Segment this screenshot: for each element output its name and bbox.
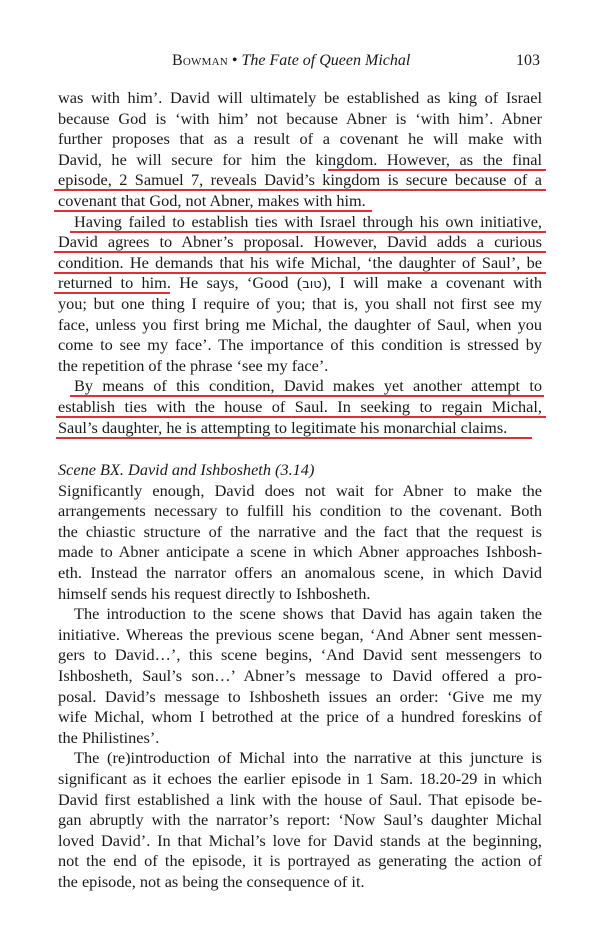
text-line: David first established a link with the house of Saul. That episode be- bbox=[58, 789, 542, 809]
text-line: come to see my face’. The importance of this condition is stressed by bbox=[58, 335, 542, 355]
text-line bbox=[58, 212, 542, 233]
text-line: himself sends his request directly to Ishbosheth. bbox=[58, 583, 371, 603]
text-line: the Philistines’. bbox=[58, 727, 160, 747]
text-line: eth. Instead the narrator offers an anomalous scene, in which David bbox=[58, 563, 542, 583]
text-line bbox=[58, 191, 542, 212]
text-line: wife Michal, whom I betrothed at the price of a hundred foreskins of bbox=[58, 707, 542, 727]
text-line bbox=[58, 376, 542, 397]
hebrew-word: טוב bbox=[302, 277, 322, 293]
text-line bbox=[58, 253, 542, 274]
line-text: returned to him. He says, ‘Good (טוב), I will make a covenant with bbox=[58, 273, 543, 293]
text-line: Significantly enough, David does not wait for Abner to make the bbox=[58, 480, 542, 500]
text-line bbox=[58, 273, 542, 294]
text-line: initiative. Whereas the previous scene began, ‘And Abner sent messen- bbox=[58, 624, 542, 644]
text-line: the repetition of the phrase ‘see my face’. bbox=[58, 355, 329, 375]
text-line: significant as it echoes the earlier episode in 1 Sam. 18.20-29 in which bbox=[58, 769, 542, 788]
text-line bbox=[58, 397, 542, 418]
text-line bbox=[58, 170, 542, 191]
line-text: Saul’s daughter, he is attempting to legitimate his monarchial claims. bbox=[58, 417, 508, 437]
text-line: because God is ‘with him’ not because Abner is ‘with him’. Abner bbox=[58, 108, 542, 128]
text-line: gers to David…’, this scene begins, ‘And David sent messengers to bbox=[58, 645, 542, 665]
text-line: not the end of the episode, it is portrayed as generating the action of bbox=[58, 851, 542, 871]
header-separator: • bbox=[231, 52, 238, 69]
section-heading: Scene BX. David and Ishbosheth (3.14) bbox=[58, 460, 315, 480]
line-text: condition. He demands that his wife Michal, ‘the daughter of Saul’, be bbox=[58, 252, 542, 272]
line-text: By means of this condition, David makes yet another attempt to bbox=[74, 376, 542, 396]
header-book-title: The Fate of Queen Michal bbox=[241, 52, 411, 69]
line-text: Having failed to establish ties with Israel through his own initiative, bbox=[74, 211, 542, 231]
running-title bbox=[172, 52, 410, 70]
page-number: 103 bbox=[516, 52, 540, 69]
text-line: loved David’. In that Michal’s love for David stands at the beginning, bbox=[58, 830, 542, 850]
text-line: face, unless you first bring me Michal, the daughter of Saul, when you bbox=[58, 314, 542, 334]
text-line: was with him’. David will ultimately be established as king of Israel bbox=[58, 88, 542, 107]
text-line: the episode, not as being the consequence of it. bbox=[58, 871, 365, 891]
running-header bbox=[0, 52, 600, 76]
line-text: David agrees to Abner’s proposal. However, David adds a curious bbox=[58, 232, 542, 252]
line-text: establish ties with the house of Saul. In seeking to regain Michal, bbox=[58, 396, 542, 416]
text-line: further proposes that as a result of a covenant he will make with bbox=[58, 129, 542, 149]
header-author: Bowman bbox=[172, 52, 228, 69]
text-line bbox=[58, 232, 542, 253]
text-line: Ishbosheth, Saul’s son…’ Abner’s message to David offered a pro- bbox=[58, 666, 542, 686]
line-text: David, he will secure for him the kingdom. However, as the final bbox=[58, 149, 542, 169]
page-body bbox=[58, 88, 542, 893]
text-line: the chiastic structure of the narrative and the fact that the request is bbox=[58, 521, 542, 541]
section-gap bbox=[58, 438, 542, 460]
text-line: you; but one thing I require of you; that is, you shall not first see my bbox=[58, 293, 542, 313]
text-line: arrangements necessary to fulfill his condition to the covenant. Both bbox=[58, 501, 542, 521]
text-line: The (re)introduction of Michal into the narrative at this juncture is bbox=[74, 748, 542, 768]
text-line: posal. David’s message to Ishbosheth issues an order: ‘Give me my bbox=[58, 686, 542, 706]
text-line bbox=[58, 150, 542, 171]
text-line: The introduction to the scene shows that David has again taken the bbox=[74, 604, 542, 624]
text-line: gan abruptly with the narrator’s report: ‘Now Saul’s daughter Michal bbox=[58, 810, 542, 830]
highlight-underline bbox=[56, 437, 532, 439]
text-line bbox=[58, 418, 542, 439]
text-line: made to Abner anticipate a scene in which Abner approaches Ishbosh- bbox=[58, 542, 542, 562]
line-text: episode, 2 Samuel 7, reveals David’s kingdom is secure because of a bbox=[58, 170, 542, 190]
line-text: covenant that God, not Abner, makes with him. bbox=[58, 190, 366, 210]
